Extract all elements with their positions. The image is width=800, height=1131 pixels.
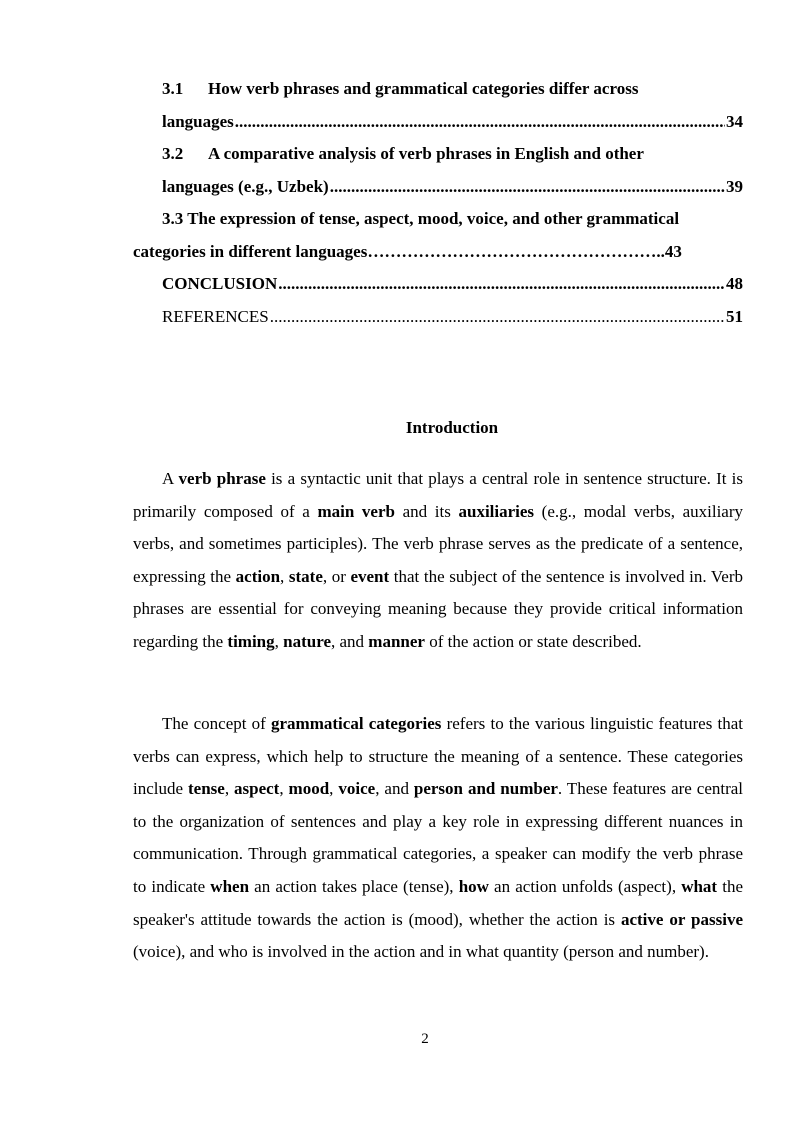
toc-entry-3-2-line2[interactable] [133,171,743,204]
term-verb-phrase: verb phrase [178,469,266,488]
term-event: event [350,566,390,586]
term-manner: manner [368,631,425,651]
toc-leader-dots [278,268,725,301]
toc-page-number: 43 [664,241,682,261]
toc-entry-title: REFERENCES [162,306,269,326]
toc-entry-title: 3.3 The expression of tense, aspect, mood, voice, and other grammatical [162,209,680,228]
intro-paragraph-2: The concept of grammatical categories refers to the various linguistic features that verbs can express, which help to structure the meaning of a sentence. These categories include tense, aspect, mood, voice, and person and number. These features are central to the organization of sentences and play a key role in expressing different nuances in communication. Through grammatical categories, a speaker can modify the verb phrase to indicate when an action takes place (tense), how an action unfolds (aspect), what the speaker's attitude towards the action is (mood), whether the action is active or passive (voice), and who is involved in the action and in what quantity (person and number). [133,714,744,962]
term-nature: nature [283,631,331,651]
toc-leader-dots [235,106,725,139]
toc-entry-title: How verb phrases and grammatical categories differ across [208,79,639,98]
term-aspect: aspect [234,779,280,799]
term-active-or-passive: active or passive [620,909,743,929]
toc-entry-3-1-line2[interactable] [133,106,743,139]
toc-entry-number: 3.2 [162,144,184,163]
term-timing: timing [227,631,275,651]
toc-entry-3-3-line2[interactable] [133,236,743,269]
term-action: action [235,566,281,586]
toc-page-number: 39 [726,176,743,196]
toc-entry-title-cont: languages [162,111,234,131]
toc-entry-3-2-line1[interactable] [133,138,743,171]
term-auxiliaries: auxiliaries [458,501,535,521]
table-of-contents [133,73,743,333]
term-person-and-number: person and number [413,779,558,799]
toc-entry-3-1-line1[interactable] [133,73,743,106]
term-mood: mood [288,779,330,799]
term-state: state [288,566,323,586]
page-number: 2 [421,1031,429,1047]
toc-leader-ellipsis: …………………………………………….. [367,241,665,261]
term-grammatical-categories: grammatical categories [271,714,442,733]
term-tense: tense [187,779,225,799]
section-heading: Introduction [405,418,499,437]
intro-paragraph-1: A verb phrase is a syntactic unit that plays a central role in sentence structure. It is primarily composed of a main verb and its auxiliaries (e.g., modal verbs, auxiliary verbs, and sometimes participles). The verb phrase serves as the predicate of a sentence, expressing the action, state, or event that the subject of the sentence is involved in. Verb phrases are essential for conveying meaning because they provide critical information regarding the timing, nature, and manner of the action or state described. [133,469,744,651]
toc-page-number: 34 [726,111,743,131]
term-how: how [458,876,489,896]
toc-entry-3-3-line1[interactable] [133,203,743,236]
term-main-verb: main verb [317,501,395,521]
term-what: what [681,876,718,896]
toc-leader-dots [330,171,725,204]
toc-entry-references[interactable] [133,301,743,334]
toc-page-number: 51 [726,306,743,326]
toc-entry-title: CONCLUSION [162,274,278,293]
toc-leader-dots [270,301,725,334]
toc-entry-title-cont: categories in different languages [133,241,368,261]
toc-entry-title-cont: languages (e.g., Uzbek) [162,176,329,196]
term-voice: voice [338,779,376,799]
toc-entry-number: 3.1 [162,79,184,98]
term-when: when [210,876,250,896]
toc-entry-conclusion[interactable] [133,268,743,301]
toc-entry-title: A comparative analysis of verb phrases in English and other [208,144,644,163]
toc-page-number: 48 [726,274,743,293]
